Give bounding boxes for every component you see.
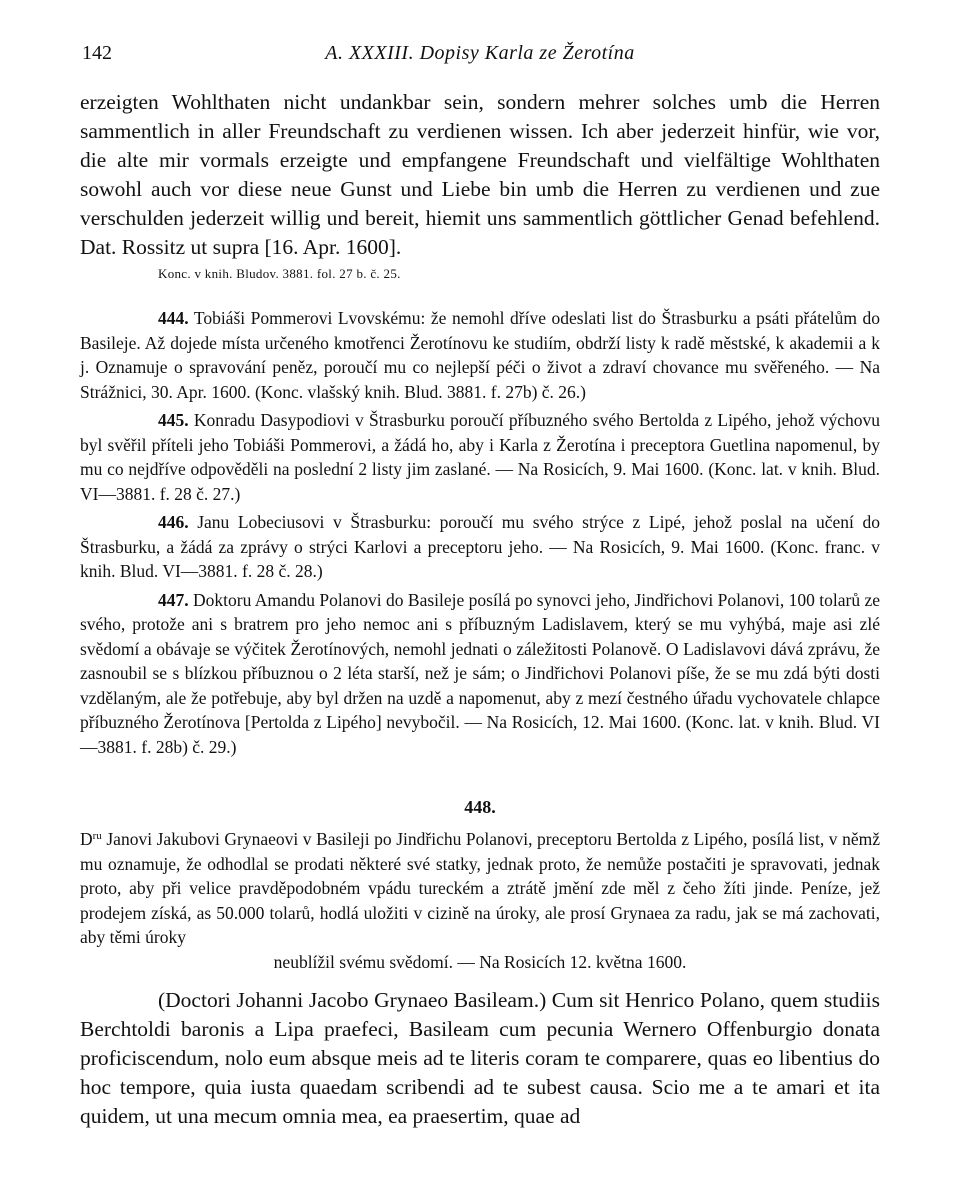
regest-list [80,306,880,759]
regest-text: Konradu Dasypodiovi v Štrasburku poroučí příbuzného svého Bertolda z Lipého, jehož výchovu byl svěřil příteli jeho Tobiáši Pommerovi, a žádá ho, aby i Karla z Žerotína i preceptora Guetlina napomenul, by mu co nejdříve odpověděli na poslední 2 listy jim zaslané. — Na Rosicích, 9. Mai 1600. (Konc. lat. v knih. Blud. VI—3881. f. 28 č. 27.) [80,410,880,504]
addressee-superscript: ru [92,830,102,842]
regest-text: Tobiáši Pommerovi Lvovskému: že nemohl dříve odeslati list do Štrasburku a psáti přátelům do Basileje. Až dojede místa určeného kmotřenci Žerotínovu ke studiím, obdrží listy k radě městské, k akademii a k j. Oznamuje o spravování peněz, poroučí mu co nejlepší péči o život a zdraví chovance mu svěřeného. — Na Strážnici, 30. Apr. 1600. (Konc. vlašský knih. Blud. 3881. f. 27b) č. 26.) [80,308,880,402]
regest-445 [80,408,880,506]
document-summary [80,824,880,974]
regest-446 [80,510,880,584]
latin-letter-text: (Doctori Johanni Jacobo Grynaeo Basileam.) Cum sit Henrico Polano, quem studiis Berchtoldi baronis a Lipa praefeci, Basileam cum pecunia Wernero Offenburgio donata proficiscendum, nolo eum absque meis ad te literis coram te comparere, quas eo libentius do hoc tempore, quia iusta quaedam scribendi ad te subest causa. Scio me a te amari et ita quidem, ut una mecum omnia mea, ea praesertim, quae ad [80,988,880,1128]
continuation-paragraph: erzeigten Wohlthaten nicht undankbar sein, sondern mehrer solches umb die Herren sammentlich in aller Freundschaft zu verdienen wissen. Ich aber jederzeit hinfür, wie vor, die alte mir vormals erzeigte und empfangene Freundschaft und vielfältige Wohlthaten sowohl auch vor diese neue Gunst und Liebe bin umb die Herren zu verdienen und zue verschulden jederzeit willig und bereit, hiemit uns sammentlich göttlicher Genad befehlend. Dat. Rossitz ut supra [16. Apr. 1600]. [80,90,880,259]
regest-number: 444. [158,308,189,328]
running-title: A. XXXIII. Dopisy Karla ze Žerotína [325,42,635,64]
regest-text: Janu Lobeciusovi v Štrasburku: poroučí mu svého strýce z Lipé, jehož poslal na učení do Štrasburku, a žádá za zprávy o strýci Karlovi a preceptoru jeho. — Na Rosicích, 9. Mai 1600. (Konc. franc. v knih. Blud. VI—3881. f. 28 č. 28.) [80,512,880,581]
document-number: 448. [464,797,496,817]
summary-text: Janovi Jakubovi Grynaeovi v Basileji po Jindřichu Polanovi, preceptoru Bertolda z Lipého, posílá list, v němž mu oznamuje, že odhodlal se prodati některé své statky, jednak proto, že nemůže postačiti je spravovati, jednak proto, aby při velice pravděpodobném vpádu tureckém a ztrátě jmění zde měl z čeho žíti jinde. Peníze, jež prodejem získá, as 50.000 tolarů, hodlá uložiti v cizině na úroky, ale prosí Grynaea za radu, jak se má zachovati, aby těmi úroky [80,829,880,947]
regest-number: 446. [158,512,189,532]
regest-447 [80,588,880,760]
source-note: Konc. v knih. Bludov. 3881. fol. 27 b. č. 25. [158,266,401,281]
summary-last-line: neublížil svému svědomí. — Na Rosicích 12. května 1600. [273,951,687,972]
page-number: 142 [82,42,112,64]
book-page [80,38,880,1131]
regest-number: 447. [158,589,189,610]
regest-text: Doktoru Amandu Polanovi do Basileje posílá po synovci jeho, Jindřichovi Polanovi, 100 tolarů ze svého, protože ani s bratrem pro jeho nemoc ani s příbuzným Ladislavem, který se mu vyhýbá, maje asi zlé svědomí a obávaje se výčitek Žerotínových, nemohl jednati o záležitosti Polanově. O Ladislavovi dává zprávu, že zasnoubil se s blízkou příbuznou o 2 léta starší, než je sám; o Jindřichovi Polanovi píše, že se mu zdá býti dosti vzdělaným, ale že potřebuje, aby byl držen na uzdě a napomenut, aby z mezí čestného úřadu vychovatele chlapce příbuzného Žerotínova [Pertolda z Lipého] nevybočil. — Na Rosicích, 12. Mai 1600. (Konc. lat. v knih. Blud. VI—3881. f. 28b) č. 29.) [80,589,880,757]
regest-number: 445. [158,410,189,430]
addressee-prefix: D [80,829,93,849]
page-header [80,38,880,68]
regest-444 [80,306,880,404]
